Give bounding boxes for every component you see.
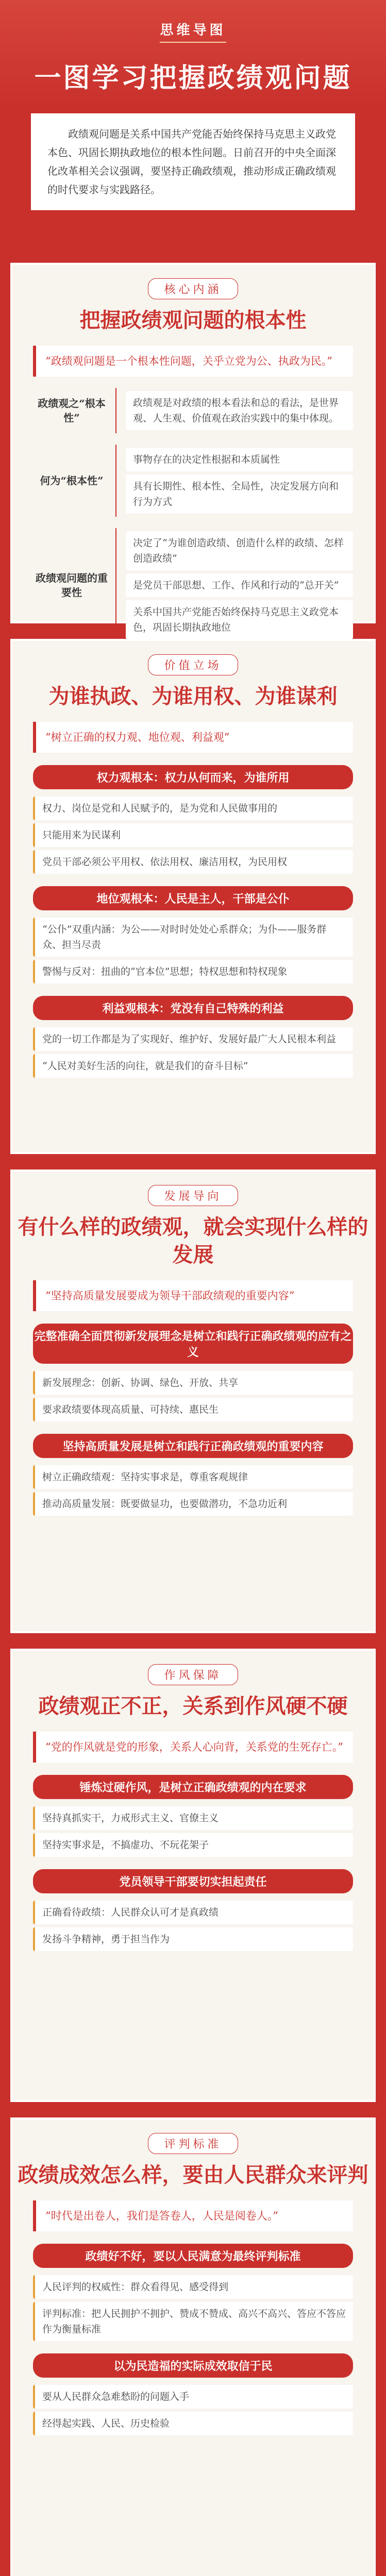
list-item: 新发展理念：创新、协调、绿色、开放、共享	[33, 1371, 353, 1395]
group-item: 事物存在的决定性根据和本质属性	[126, 448, 353, 471]
block-heading: 党员领导干部要切实担起责任	[33, 1869, 353, 1893]
list-item: 坚持实事求是，不搞虚功、不玩花架子	[33, 1833, 353, 1857]
list-item: 权力、岗位是党和人民赋予的，是为党和人民做事用的	[33, 796, 353, 820]
group-label: 何为“根本性”	[33, 445, 116, 517]
list-item: 党员干部必须公平用权、依法用权、廉洁用权，为民用权	[33, 850, 353, 874]
block-heading: 锤炼过硬作风，是树立正确政绩观的内在要求	[33, 1775, 353, 1799]
group-label: 政绩观问题的重要性	[33, 528, 116, 642]
list-item: “公仆”双重内涵：为公——对时时处处心系群众；为仆——服务群众、担当尽责	[33, 918, 353, 957]
list-item: 只能用来为民谋利	[33, 823, 353, 847]
list-item: 要从人民群众急难愁盼的问题入手	[33, 2385, 353, 2409]
block-heading: 政绩好不好，要以人民满意为最终评判标准	[33, 2244, 353, 2268]
section-quote: “树立正确的权力观、地位观、利益观”	[33, 722, 353, 753]
list-item: 评判标准：把人民拥护不拥护、赞成不赞成、高兴不高兴、答应不答应作为衡量标准	[33, 2302, 353, 2341]
list-item: 要求政绩要体现高质量、可持续、惠民生	[33, 1398, 353, 1421]
group-item: 是党员干部思想、工作、作风和行动的“总开关”	[126, 573, 353, 597]
section-quote: “政绩观问题是一个根本性问题，关乎立党为公、执政为民。”	[33, 346, 353, 377]
group	[33, 445, 353, 517]
group	[33, 388, 353, 433]
block-heading: 地位观根本：人民是主人，干部是公仆	[33, 886, 353, 910]
section-title: 把握政绩观问题的根本性	[79, 308, 307, 332]
list-item: 警惕与反对：扭曲的“官本位”思想；特权思想和特权现象	[33, 960, 353, 984]
section-style	[10, 1649, 376, 2102]
group-item: 关系中国共产党能否始终保持马克思主义政党本色，巩固长期执政地位	[126, 600, 353, 639]
section-title: 有什么样的政绩观，就会实现什么样的发展	[18, 1215, 368, 1267]
group-item: 政绩观是对政绩的根本看法和总的看法，是世界观、人生观、价值观在政治实践中的集中体现。	[126, 391, 353, 430]
list-item: 人民评判的权威性：群众看得见、感受得到	[33, 2275, 353, 2299]
section-title: 政绩成效怎么样，要由人民群众来评判	[18, 2163, 368, 2187]
group-item: 决定了“为谁创造政绩、创造什么样的政绩、怎样创造政绩”	[126, 531, 353, 570]
group	[33, 528, 353, 642]
section-development	[10, 1170, 376, 1633]
list-item: “人民对美好生活的向往，就是我们的奋斗目标”	[33, 1054, 353, 1078]
block-heading: 利益观根本：党没有自己特殊的利益	[33, 996, 353, 1020]
header	[0, 0, 386, 108]
section-tag: 发展导向	[148, 1185, 238, 1206]
list-item: 推动高质量发展：既要做显功，也要做潜功，不急功近利	[33, 1492, 353, 1516]
block-heading: 完整准确全面贯彻新发展理念是树立和践行正确政绩观的应有之义	[33, 1324, 353, 1364]
section-quote: “坚持高质量发展要成为领导干部政绩观的重要内容”	[33, 1280, 353, 1311]
group-label: 政绩观之“根本性”	[33, 388, 116, 433]
section-evaluation	[10, 2117, 376, 2576]
list-item: 经得起实践、人民、历史检验	[33, 2412, 353, 2435]
section-quote: “党的作风就是党的形象，关系人心向背，关系党的生死存亡。”	[33, 1732, 353, 1762]
section-title: 为谁执政、为谁用权、为谁谋利	[48, 684, 338, 708]
block-heading: 以为民造福的实际成效取信于民	[33, 2353, 353, 2378]
section-tag: 价值立场	[148, 654, 238, 675]
block-heading: 权力观根本：权力从何而来，为谁所用	[33, 765, 353, 789]
section-core	[10, 263, 376, 633]
section-tag: 评判标准	[148, 2133, 238, 2154]
section-title: 政绩观正不正，关系到作风硬不硬	[38, 1694, 348, 1718]
header-kicker: 思维导图	[160, 20, 226, 43]
section-tag: 核心内涵	[148, 278, 238, 299]
section-values	[10, 639, 376, 1154]
section-tag: 作风保障	[148, 1664, 238, 1685]
list-item: 党的一切工作都是为了实现好、维护好、发展好最广大人民根本利益	[33, 1027, 353, 1051]
list-item: 树立正确政绩观：坚持实事求是，尊重客观规律	[33, 1465, 353, 1489]
list-item: 坚持真抓实干，力戒形式主义、官僚主义	[33, 1806, 353, 1830]
list-item: 发扬斗争精神，勇于担当作为	[33, 1927, 353, 1951]
group-item: 具有长期性、根本性、全局性，决定发展方向和行为方式	[126, 474, 353, 514]
page-title: 一图学习把握政绩观问题	[34, 62, 352, 94]
intro-paragraph: 政绩观问题是关系中国共产党能否始终保持马克思主义政党本色、巩固长期执政地位的根本性问题。日前召开的中央全面深化改革相关会议强调，要坚持正确政绩观，推动形成正确政绩观的时代要求与实践路径。	[31, 113, 355, 210]
section-quote: “时代是出卷人，我们是答卷人，人民是阅卷人。”	[33, 2200, 353, 2231]
block-heading: 坚持高质量发展是树立和践行正确政绩观的重要内容	[33, 1434, 353, 1458]
list-item: 正确看待政绩：人民群众认可才是真政绩	[33, 1901, 353, 1924]
